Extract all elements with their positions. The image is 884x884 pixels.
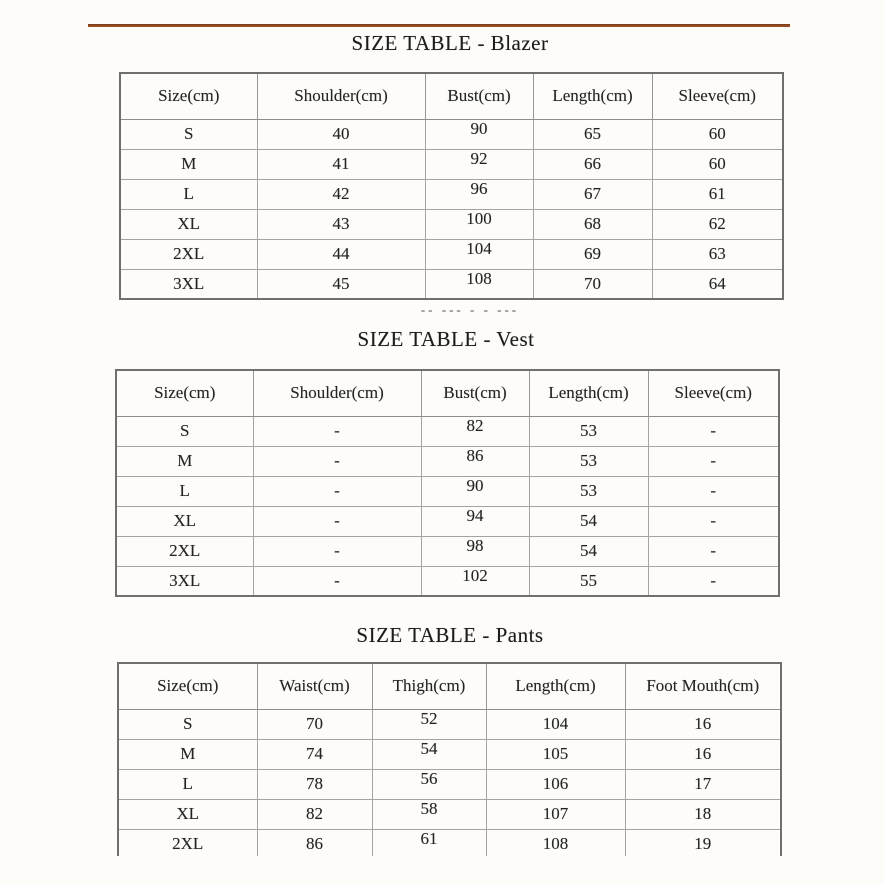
column-header: Waist(cm) — [257, 663, 372, 709]
pants-table-title: SIZE TABLE - Pants — [356, 623, 544, 647]
table-row — [116, 476, 779, 506]
value-cell: 17 — [625, 769, 781, 799]
table-row — [120, 269, 783, 299]
value-cell: 40 — [257, 119, 425, 149]
value-cell: - — [648, 536, 779, 566]
value-cell: 90 — [425, 119, 533, 149]
size-cell: 2XL — [116, 536, 253, 566]
size-cell: S — [116, 416, 253, 446]
value-cell: 100 — [425, 209, 533, 239]
header-row — [116, 370, 779, 416]
column-header: Size(cm) — [118, 663, 257, 709]
table-row — [120, 149, 783, 179]
size-cell: S — [118, 709, 257, 739]
value-cell: 54 — [372, 739, 486, 769]
value-cell: 74 — [257, 739, 372, 769]
value-cell: 56 — [372, 769, 486, 799]
value-cell: - — [253, 506, 421, 536]
size-cell: XL — [120, 209, 257, 239]
value-cell: 70 — [257, 709, 372, 739]
column-header: Size(cm) — [116, 370, 253, 416]
column-header: Length(cm) — [529, 370, 648, 416]
value-cell: 68 — [533, 209, 652, 239]
value-cell: 53 — [529, 446, 648, 476]
value-cell: 108 — [486, 829, 625, 856]
value-cell: 108 — [425, 269, 533, 299]
value-cell: 18 — [625, 799, 781, 829]
table-row — [116, 536, 779, 566]
value-cell: 86 — [421, 446, 529, 476]
header-row — [120, 73, 783, 119]
value-cell: 61 — [372, 829, 486, 856]
value-cell: - — [253, 476, 421, 506]
value-cell: 58 — [372, 799, 486, 829]
value-cell: 65 — [533, 119, 652, 149]
pants-table-cropped-viewport — [117, 662, 785, 856]
value-cell: 63 — [652, 239, 783, 269]
decorative-top-rule — [88, 24, 790, 27]
table-row — [120, 179, 783, 209]
size-cell: M — [120, 149, 257, 179]
value-cell: - — [648, 566, 779, 596]
value-cell: - — [648, 446, 779, 476]
column-header: Sleeve(cm) — [652, 73, 783, 119]
value-cell: - — [253, 446, 421, 476]
value-cell: 53 — [529, 476, 648, 506]
value-cell: 53 — [529, 416, 648, 446]
value-cell: 70 — [533, 269, 652, 299]
size-cell: L — [120, 179, 257, 209]
value-cell: - — [253, 536, 421, 566]
value-cell: - — [648, 506, 779, 536]
column-header: Bust(cm) — [425, 73, 533, 119]
size-cell: 2XL — [118, 829, 257, 856]
value-cell: - — [253, 566, 421, 596]
value-cell: 82 — [257, 799, 372, 829]
column-header: Bust(cm) — [421, 370, 529, 416]
value-cell: 94 — [421, 506, 529, 536]
value-cell: 82 — [421, 416, 529, 446]
value-cell: 16 — [625, 739, 781, 769]
column-header: Shoulder(cm) — [257, 73, 425, 119]
value-cell: 64 — [652, 269, 783, 299]
size-cell: 3XL — [120, 269, 257, 299]
size-cell: S — [120, 119, 257, 149]
blazer-size-table — [119, 72, 784, 300]
value-cell: 105 — [486, 739, 625, 769]
pants-size-table — [117, 662, 782, 856]
blazer-table-title: SIZE TABLE - Blazer — [351, 31, 549, 55]
value-cell: 107 — [486, 799, 625, 829]
table-row — [116, 446, 779, 476]
value-cell: 104 — [486, 709, 625, 739]
value-cell: 41 — [257, 149, 425, 179]
value-cell: - — [648, 416, 779, 446]
value-cell: 55 — [529, 566, 648, 596]
column-header: Sleeve(cm) — [648, 370, 779, 416]
column-header: Length(cm) — [533, 73, 652, 119]
column-header: Foot Mouth(cm) — [625, 663, 781, 709]
value-cell: 67 — [533, 179, 652, 209]
size-cell: 2XL — [120, 239, 257, 269]
size-cell: M — [118, 739, 257, 769]
cropped-text-fragment: -- --- - - --- — [420, 305, 520, 315]
column-header: Shoulder(cm) — [253, 370, 421, 416]
column-header: Thigh(cm) — [372, 663, 486, 709]
table-row — [120, 239, 783, 269]
column-header: Length(cm) — [486, 663, 625, 709]
value-cell: 96 — [425, 179, 533, 209]
table-row — [118, 739, 781, 769]
value-cell: 44 — [257, 239, 425, 269]
value-cell: 16 — [625, 709, 781, 739]
value-cell: 45 — [257, 269, 425, 299]
table-row — [116, 566, 779, 596]
value-cell: 98 — [421, 536, 529, 566]
table-row — [116, 506, 779, 536]
value-cell: 54 — [529, 506, 648, 536]
value-cell: 78 — [257, 769, 372, 799]
table-row — [118, 799, 781, 829]
header-row — [118, 663, 781, 709]
value-cell: 66 — [533, 149, 652, 179]
table-row — [118, 829, 781, 856]
value-cell: 106 — [486, 769, 625, 799]
size-cell: L — [116, 476, 253, 506]
table-row — [118, 709, 781, 739]
value-cell: 52 — [372, 709, 486, 739]
size-cell: XL — [118, 799, 257, 829]
table-row — [116, 416, 779, 446]
value-cell: 104 — [425, 239, 533, 269]
vest-size-table — [115, 369, 780, 597]
value-cell: 43 — [257, 209, 425, 239]
value-cell: 92 — [425, 149, 533, 179]
table-row — [120, 119, 783, 149]
size-cell: 3XL — [116, 566, 253, 596]
value-cell: 69 — [533, 239, 652, 269]
size-cell: XL — [116, 506, 253, 536]
value-cell: 102 — [421, 566, 529, 596]
value-cell: 62 — [652, 209, 783, 239]
value-cell: 86 — [257, 829, 372, 856]
value-cell: 60 — [652, 149, 783, 179]
value-cell: - — [253, 416, 421, 446]
table-row — [120, 209, 783, 239]
size-cell: M — [116, 446, 253, 476]
value-cell: 61 — [652, 179, 783, 209]
value-cell: 60 — [652, 119, 783, 149]
value-cell: 19 — [625, 829, 781, 856]
value-cell: 90 — [421, 476, 529, 506]
value-cell: 42 — [257, 179, 425, 209]
value-cell: 54 — [529, 536, 648, 566]
column-header: Size(cm) — [120, 73, 257, 119]
table-row — [118, 769, 781, 799]
value-cell: - — [648, 476, 779, 506]
vest-table-title: SIZE TABLE - Vest — [357, 327, 535, 351]
size-cell: L — [118, 769, 257, 799]
